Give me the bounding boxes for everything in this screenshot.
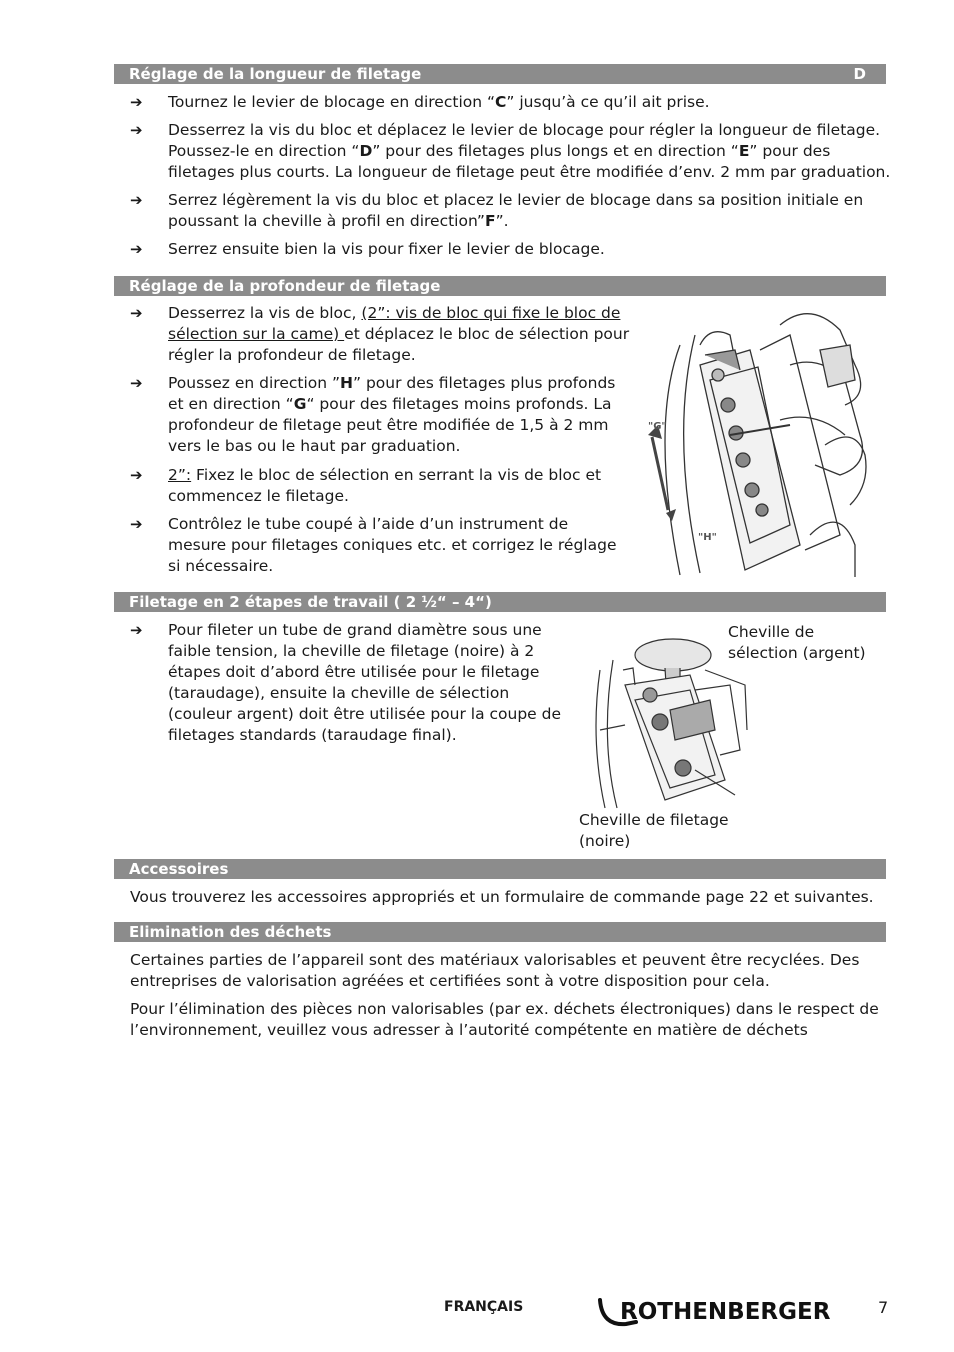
label-g: "G" <box>648 421 667 432</box>
die-head-closeup-illustration <box>595 630 750 810</box>
item-text <box>168 211 863 232</box>
item-text: (couleur argent) doit être utilisée pour la coupe de <box>168 705 562 723</box>
caption-line: sélection (argent) <box>728 644 866 662</box>
rothenberger-logo <box>596 1292 836 1332</box>
direction-e: E <box>738 142 750 160</box>
item-text: Serrez légèrement la vis du bloc et placez le levier de blocage dans sa position initiale en <box>168 191 864 209</box>
item-text <box>168 465 601 486</box>
item-text: ” jusqu’à ce qu’il ait prise. <box>506 93 710 111</box>
section-title: Elimination des déchets <box>129 923 332 941</box>
direction-h: H <box>340 374 354 392</box>
accessories-text: Vous trouverez les accessoires appropriés et un formulaire de commande page 22 et suivantes. <box>130 888 874 906</box>
die-head-illustration <box>640 305 870 577</box>
caption-line: Cheville de <box>728 623 815 641</box>
text-run: ”. <box>495 212 509 230</box>
paragraph-line: l’environnement, veuillez vous adresser à l’autorité compétente en matière de déchets <box>130 1021 808 1039</box>
item-text: Contrôlez le tube coupé à l’aide d’un instrument de <box>168 515 569 533</box>
footer-language: FRANÇAIS <box>444 1299 524 1315</box>
arrow-right-icon: ➔ <box>130 93 143 111</box>
underlined-text: sélection sur la came) <box>168 325 345 343</box>
arrow-right-icon: ➔ <box>130 304 143 322</box>
arrow-right-icon: ➔ <box>130 374 143 392</box>
item-text: profondeur de filetage peut être modifiée de 1,5 à 2 mm <box>168 416 609 434</box>
direction-c: C <box>495 93 507 111</box>
section-title: Réglage de la longueur de filetage <box>129 65 422 83</box>
arrow-right-icon: ➔ <box>130 515 143 533</box>
item-text: Pour fileter un tube de grand diamètre sous une <box>168 621 542 639</box>
disposal-paragraph-2 <box>130 999 880 1041</box>
item-text: Serrez ensuite bien la vis pour fixer le levier de blocage. <box>168 240 605 258</box>
text-run: Fixez le bloc de sélection en serrant la vis de bloc et <box>191 466 602 484</box>
disposal-paragraph-1 <box>130 950 880 992</box>
direction-g: G <box>293 395 307 413</box>
item-text: commencez le filetage. <box>168 487 349 505</box>
item-text: régler la profondeur de filetage. <box>168 346 416 364</box>
section-header-thread-depth <box>114 276 886 296</box>
section-header-thread-length <box>114 64 886 84</box>
arrow-right-icon: ➔ <box>130 121 143 139</box>
caption-selection-pin <box>728 622 866 664</box>
item-text: Desserrez la vis du bloc et déplacez le levier de blocage pour régler la longueur de filetage. <box>168 121 881 139</box>
arrow-right-icon: ➔ <box>130 240 143 258</box>
item-text <box>168 324 629 345</box>
section-header-two-step <box>114 592 886 612</box>
section-title: Filetage en 2 étapes de travail ( 2 ½“ – 4“) <box>129 593 492 611</box>
item-text <box>168 394 615 415</box>
item-text <box>168 303 629 324</box>
direction-d: D <box>359 142 373 160</box>
text-run: et en direction “ <box>168 395 294 413</box>
underlined-text: 2”: <box>168 466 192 484</box>
underlined-text: (2”: vis de bloc qui fixe le bloc de <box>361 304 621 322</box>
text-run: poussant la cheville à profil en direction” <box>168 212 485 230</box>
item-text: filetages plus courts. La longueur de filetage peut être modifiée d’env. 2 mm par graduation. <box>168 163 891 181</box>
paragraph-line: Pour l’élimination des pièces non valorisables (par ex. déchets électroniques) dans le respect de <box>130 1000 879 1018</box>
paragraph-line: entreprises de valorisation agréées et certifiées sont à votre disposition pour cela. <box>130 972 770 990</box>
text-run: ” pour des filetages plus longs et en direction “ <box>372 142 739 160</box>
paragraph-line: Certaines parties de l’appareil sont des matériaux valorisables et peuvent être recyclées. Des <box>130 951 860 969</box>
item-text: si nécessaire. <box>168 557 274 575</box>
caption-line: (noire) <box>579 832 631 850</box>
text-run: ” pour des filetages plus profonds <box>353 374 616 392</box>
arrow-right-icon: ➔ <box>130 191 143 209</box>
caption-line: Cheville de filetage <box>579 811 729 829</box>
page-number: 7 <box>878 1298 889 1317</box>
section-tag: D <box>853 65 866 83</box>
section-header-disposal <box>114 922 886 942</box>
item-text: mesure pour filetages coniques etc. et corrigez le réglage <box>168 536 617 554</box>
text-run: Desserrez la vis de bloc, <box>168 304 362 322</box>
item-text: (taraudage), ensuite la cheville de sélection <box>168 684 510 702</box>
item-text <box>168 373 615 394</box>
item-text: étapes doit d’abord être utilisée pour le filetage <box>168 663 540 681</box>
item-text: Tournez le levier de blocage en direction “ <box>168 93 496 111</box>
arrow-right-icon: ➔ <box>130 466 143 484</box>
section-header-accessories <box>114 859 886 879</box>
text-run: Poussez-le en direction “ <box>168 142 360 160</box>
label-h: "H" <box>698 532 717 543</box>
text-run: Poussez en direction ” <box>168 374 341 392</box>
section-title: Accessoires <box>129 860 229 878</box>
section-title: Réglage de la profondeur de filetage <box>129 277 441 295</box>
arrow-right-icon: ➔ <box>130 621 143 639</box>
brand-name: ROTHENBERGER <box>620 1299 831 1325</box>
direction-f: F <box>484 212 496 230</box>
text-run: “ pour des filetages moins profonds. La <box>306 395 612 413</box>
item-text: faible tension, la cheville de filetage (noire) à 2 <box>168 642 535 660</box>
text-run: ” pour des <box>749 142 831 160</box>
item-text: vers le bas ou le haut par graduation. <box>168 437 461 455</box>
text-run: et déplacez le bloc de sélection pour <box>344 325 630 343</box>
item-text: filetages standards (taraudage final). <box>168 726 457 744</box>
caption-threading-pin <box>579 810 729 852</box>
item-text <box>168 141 890 162</box>
